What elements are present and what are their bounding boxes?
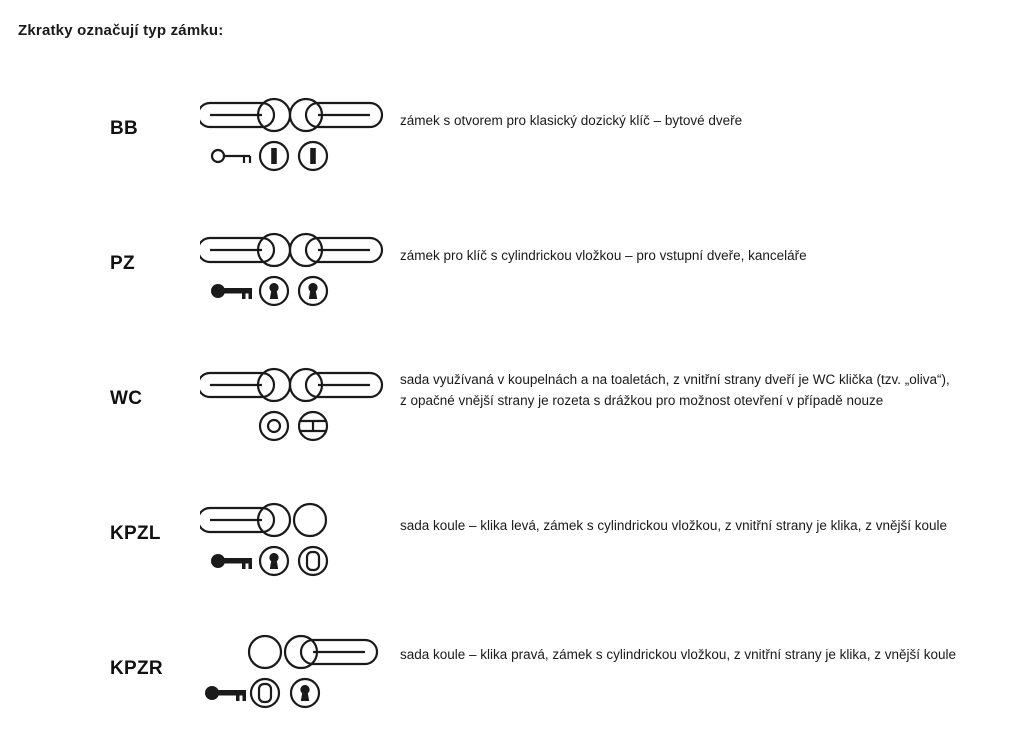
- lock-description-line: sada koule – klika pravá, zámek s cylindrickou vložkou, z vnitřní strany je klika, z vnější koule: [400, 647, 956, 662]
- lock-description-line: sada koule – klika levá, zámek s cylindrickou vložkou, z vnitřní strany je klika, z vnější koule: [400, 518, 947, 533]
- handle-pair-pz-icon: [200, 207, 390, 342]
- handle-knob-right-icon: [200, 612, 390, 747]
- page-title: Zkratky označují typ zámku:: [18, 22, 224, 39]
- lock-code: WC: [110, 388, 143, 409]
- list-item: [0, 612, 1011, 747]
- lock-type-list: [0, 72, 1011, 747]
- lock-code: PZ: [110, 253, 135, 274]
- lock-description: [400, 369, 1000, 411]
- lock-description: [400, 644, 1000, 665]
- list-item: [0, 72, 1011, 207]
- list-item: [0, 477, 1011, 612]
- lock-code: BB: [110, 118, 139, 139]
- list-item: [0, 342, 1011, 477]
- lock-description-line: zámek s otvorem pro klasický dozický klíč – bytové dveře: [400, 113, 743, 128]
- lock-code: KPZR: [110, 658, 163, 679]
- list-item: [0, 207, 1011, 342]
- lock-description-line: sada využívaná v koupelnách a na toaletách, z vnitřní strany dveří je WC klička (tzv. „oliva“),: [400, 372, 950, 387]
- handle-pair-wc-icon: [200, 342, 390, 477]
- handle-knob-left-icon: [200, 477, 390, 612]
- lock-description-line: z opačné vnější strany je rozeta s drážkou pro možnost otevření v případě nouze: [400, 393, 884, 408]
- lock-description: [400, 515, 1000, 536]
- lock-description: [400, 245, 1000, 266]
- lock-code: KPZL: [110, 523, 161, 544]
- lock-description: [400, 110, 1000, 131]
- handle-pair-bb-icon: [200, 72, 390, 207]
- lock-description-line: zámek pro klíč s cylindrickou vložkou – pro vstupní dveře, kanceláře: [400, 248, 807, 263]
